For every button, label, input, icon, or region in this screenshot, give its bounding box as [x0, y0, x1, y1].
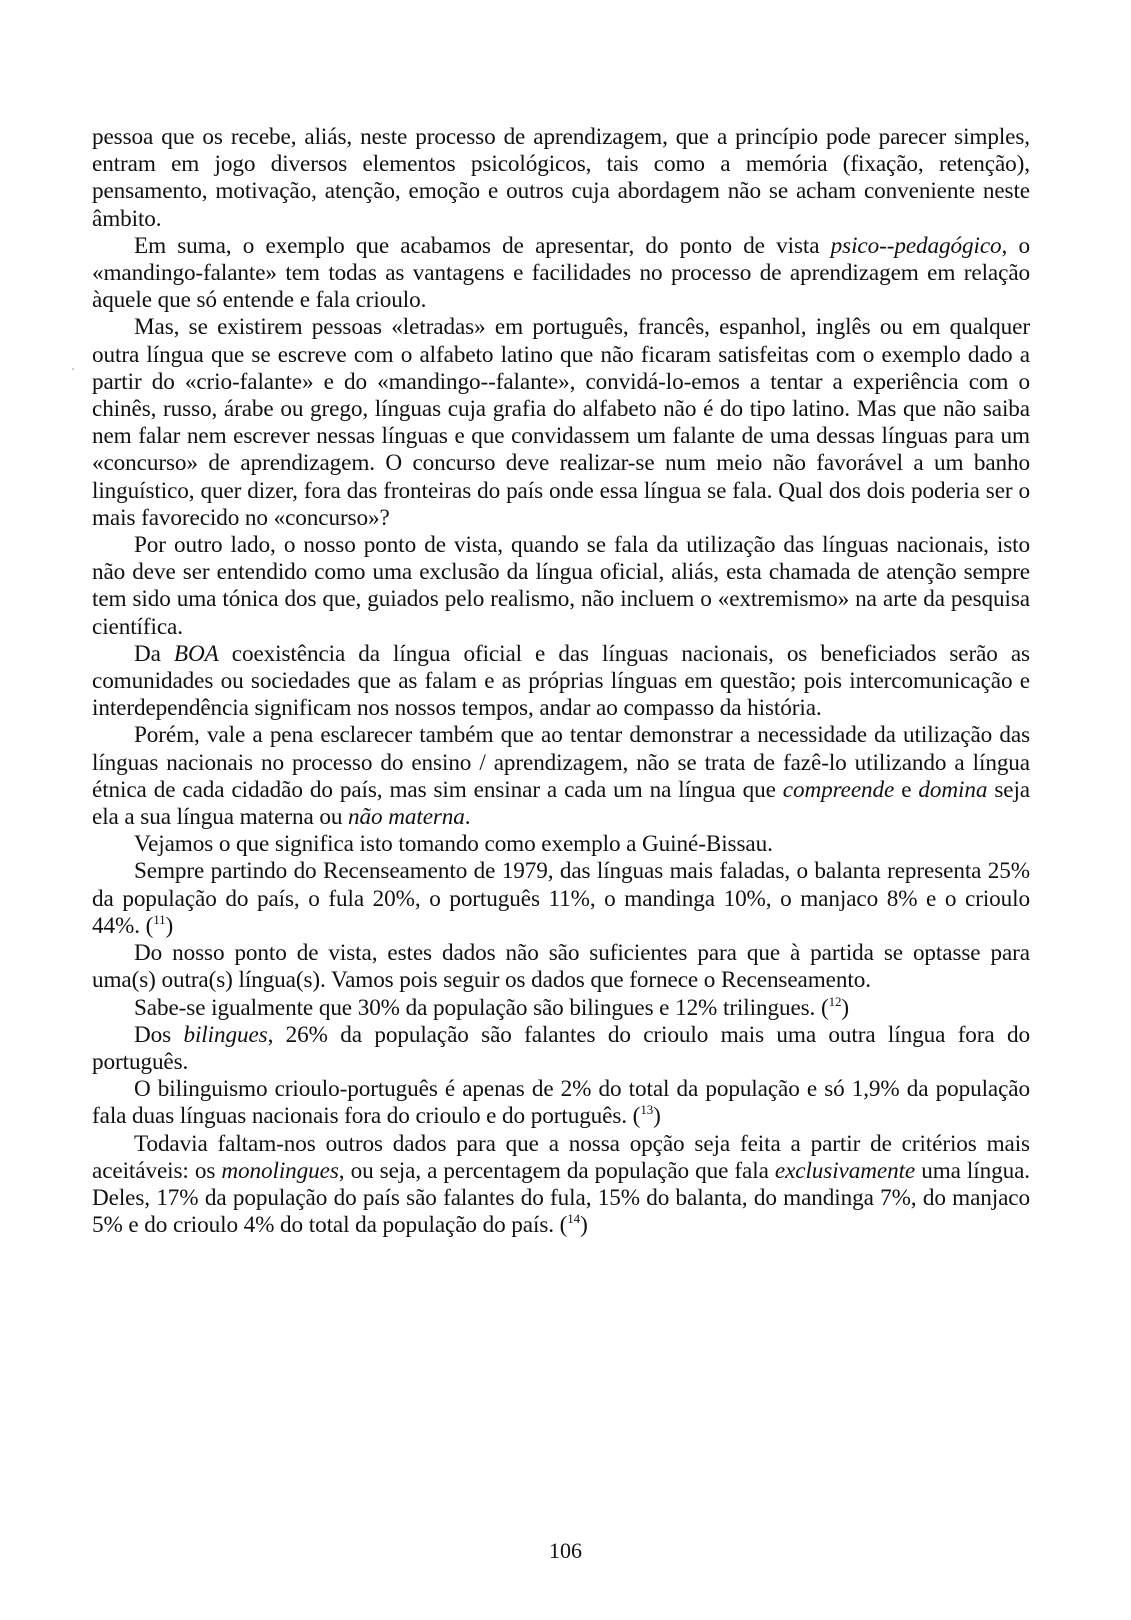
paragraph [92, 641, 1030, 723]
text-run: Por outro lado, o nosso ponto de vista, quando se fala da utilização das línguas nacionais, isto não deve ser entendido como uma exclusão da língua oficial, aliás, esta chamada de atenção sempre tem sido uma tónica dos que, guiados pelo realismo, não incluem o «extremismo» na arte da pesquisa científica. [92, 532, 1030, 640]
page-number: 106 [549, 1538, 582, 1563]
italic-text: BOA [173, 640, 219, 667]
text-run: Sempre partindo do Recenseamento de 1979, das línguas mais faladas, o balanta representa 25% da população do país, o fula 20%, o português 11%, o mandinga 10%, o manjaco 8% e o crioulo 44%. ( [92, 858, 1030, 939]
text-run: ) [165, 912, 174, 939]
text-run: Do nosso ponto de vista, estes dados não são suficientes para que à partida se optasse para uma(s) outra(s) língua(s). Vamos pois seguir os dados que fornece o Recenseamento. [92, 940, 1030, 994]
paragraph [92, 858, 1030, 940]
paragraph [92, 831, 1030, 858]
text-run: , 26% da população são falantes do crioulo mais uma outra língua fora do português. [92, 1021, 1030, 1075]
text-run: Em suma, o exemplo que acabamos de apresentar, do ponto de vista [134, 232, 831, 259]
document-body [92, 124, 1030, 1239]
text-run: ) [841, 994, 850, 1021]
paragraph [92, 1022, 1030, 1076]
italic-text: exclusivamente [774, 1157, 916, 1184]
italic-text: monolingues [221, 1157, 339, 1184]
paragraph [92, 995, 1030, 1022]
text-run: seja ela a sua língua materna ou [92, 776, 1030, 831]
footnote-ref: 14 [567, 1211, 581, 1227]
footnote-ref: 12 [828, 993, 842, 1009]
text-run: Todavia faltam-nos outros dados para que a nossa opção seja feita a partir de critérios mais aceitáveis: os [92, 1130, 1030, 1184]
italic-text: psico--pedagógico [830, 232, 1002, 259]
paragraph [92, 940, 1030, 994]
text-run: e [894, 776, 919, 803]
text-run: ) [653, 1103, 661, 1130]
text-run: , ou seja, a percentagem da população que fala [338, 1157, 775, 1184]
italic-text: compreende [782, 776, 895, 803]
text-run: Mas, se existirem pessoas «letradas» em português, francês, espanhol, inglês ou em qualquer outra língua que se escreve com o alfabeto latino que não ficaram satisfeitas com o exemplo dado a partir do «crio-falante» e do «mandingo--falante», convidá-lo-emos a tentar a experiência com o chinês, russo, árabe ou grego, línguas cuja grafia do alfabeto não é do tipo latino. Mas que não saiba nem falar nem escrever nessas línguas e que convidassem um falante de uma dessas línguas para um «concurso» de aprendizagem. O concurso deve realizar-se num meio não favorável a um banho linguístico, quer dizer, fora das fronteiras do país onde essa língua se fala. Qual dos dois poderia ser o mais favorecido no «concurso»? [92, 314, 1030, 531]
text-run: Dos [134, 1021, 184, 1048]
paragraph [92, 722, 1030, 831]
text-run: pessoa que os recebe, aliás, neste processo de aprendizagem, que a princípio pode parecer simples, entram em jogo diversos elementos psicológicos, tais como a memória (fixação, retenção), pensamento, motivação, atenção, emoção e outros cuja abordagem não se acham conveniente neste âmbito. [92, 124, 1030, 232]
italic-text: bilingues [183, 1021, 268, 1048]
text-run: O bilinguismo crioulo-português é apenas de 2% do total da população e só 1,9% da população fala duas línguas nacionais fora do crioulo e do português. ( [92, 1076, 1030, 1130]
italic-text: domina [918, 776, 988, 803]
text-run: Sabe-se igualmente que 30% da população são bilingues e 12% trilingues. ( [134, 994, 829, 1021]
footnote-ref: 11 [153, 911, 166, 927]
text-run: uma língua. Deles, 17% da população do país são falantes do fula, 15% do balanta, do mandinga 7%, do manjaco 5% e do crioulo 4% do total da população do país. ( [92, 1157, 1030, 1239]
paragraph [92, 124, 1030, 233]
text-run: ) [580, 1212, 588, 1239]
text-run: . [464, 804, 471, 831]
text-run: Porém, vale a pena esclarecer também que ao tentar demonstrar a necessidade da utilização das línguas nacionais no processo do ensino / aprendizagem, não se trata de fazê-lo utilizando a língua étnica de cada cidadão do país, mas sim ensinar a cada um na língua que [92, 722, 1030, 803]
text-run: coexistência da língua oficial e das línguas nacionais, os beneficiados serão as comunidades ou sociedades que as falam e as próprias línguas em questão; pois intercomunicação e interdependência significam nos nossos tempos, andar ao compasso da história. [92, 640, 1030, 722]
italic-text: não materna [348, 804, 465, 831]
paragraph [92, 233, 1030, 315]
paragraph [92, 1076, 1030, 1130]
paragraph [92, 532, 1030, 641]
paragraph [92, 314, 1030, 532]
footnote-ref: 13 [640, 1102, 654, 1118]
text-run: , o «mandingo-falante» tem todas as vantagens e facilidades no processo de aprendizagem em relação àquele que só entende e fala crioulo. [92, 232, 1030, 314]
text-run: Vejamos o que significa isto tomando como exemplo a Guiné-Bissau. [134, 831, 773, 858]
scan-speck [72, 368, 74, 370]
paragraph [92, 1131, 1030, 1240]
text-run: Da [134, 640, 174, 667]
